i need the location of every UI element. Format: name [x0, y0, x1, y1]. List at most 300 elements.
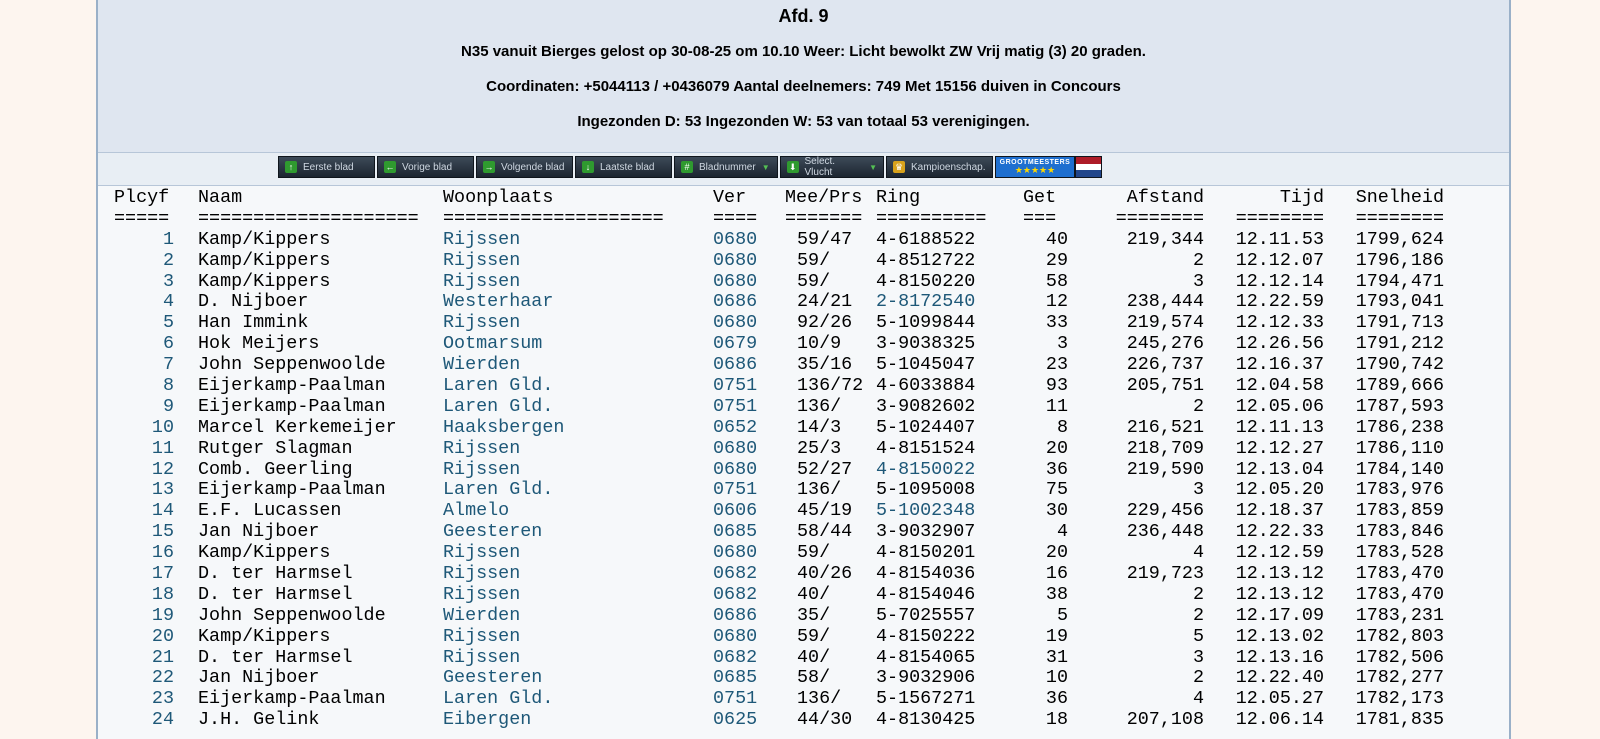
toolbar-button-volgende-blad[interactable]: [476, 156, 573, 178]
cell-plc: Plcyf: [114, 187, 170, 208]
cell-tijd: ========: [1235, 207, 1324, 229]
cell-ver[interactable]: 0686: [713, 291, 758, 313]
cell-snel: 1782,506: [1355, 646, 1444, 668]
dropdown-arrow-icon: ▼: [869, 162, 877, 172]
cell-get: 20: [1045, 542, 1068, 564]
cell-afs: ========: [1115, 207, 1204, 229]
cell-ver: Ver: [713, 187, 747, 208]
cell-tijd: 12.13.12: [1235, 563, 1324, 585]
cell-snel: 1787,593: [1355, 395, 1444, 417]
cell-tijd: 12.16.37: [1235, 354, 1324, 376]
cell-mee: 45/19: [797, 500, 853, 522]
cell-plc[interactable]: 16: [151, 542, 174, 564]
cell-plc[interactable]: 9: [162, 395, 174, 417]
cell-ring: 4-6188522: [876, 228, 976, 250]
cell-ring: 4-8154036: [876, 563, 976, 585]
cell-get: 19: [1045, 625, 1068, 647]
cell-tijd: 12.12.14: [1235, 270, 1324, 292]
cell-snel: 1783,470: [1355, 583, 1444, 605]
cell-wp[interactable]: Almelo: [443, 500, 510, 522]
cell-get: 75: [1045, 479, 1068, 501]
cell-ver[interactable]: 0682: [713, 583, 758, 605]
cell-ring: 3-9032906: [876, 667, 976, 689]
table-row: [114, 439, 1509, 460]
cell-naam: John Seppenwoolde: [198, 604, 386, 626]
cell-naam: Hok Meijers: [198, 333, 320, 355]
cell-snel: 1794,471: [1355, 270, 1444, 292]
cell-naam: Marcel Kerkemeijer: [198, 416, 397, 438]
cell-naam: Comb. Geerling: [198, 458, 353, 480]
cell-mee: 35/: [797, 604, 831, 626]
cell-snel: 1786,110: [1355, 437, 1444, 459]
cell-snel: 1791,713: [1355, 312, 1444, 334]
cell-plc[interactable]: 19: [151, 604, 174, 626]
cell-afs: 219,723: [1126, 563, 1204, 585]
cell-ver[interactable]: 0686: [713, 354, 758, 376]
cell-ver[interactable]: 0680: [713, 270, 758, 292]
cell-wp[interactable]: Rijssen: [443, 249, 521, 271]
cell-wp[interactable]: Rijssen: [443, 458, 521, 480]
cell-mee: 10/9: [797, 333, 842, 355]
cell-afs: 2: [1192, 667, 1204, 689]
cell-plc[interactable]: 10: [151, 416, 174, 438]
cell-afs: 2: [1192, 604, 1204, 626]
cell-wp: Woonplaats: [443, 187, 554, 208]
table-row: [114, 251, 1509, 272]
cell-mee: 40/: [797, 583, 831, 605]
cell-tijd: 12.11.13: [1235, 416, 1324, 438]
cell-plc[interactable]: 6: [162, 333, 174, 355]
cell-afs: 205,751: [1126, 375, 1204, 397]
cell-mee: 52/27: [797, 458, 853, 480]
cell-mee: 59/: [797, 249, 831, 271]
cell-wp[interactable]: Rijssen: [443, 270, 521, 292]
cell-mee: 58/44: [797, 521, 853, 543]
table-separator: [114, 209, 1509, 230]
cell-ver[interactable]: 0680: [713, 625, 758, 647]
cell-plc[interactable]: 11: [151, 437, 174, 459]
cell-ring[interactable]: 5-1002348: [876, 500, 976, 522]
cell-afs: 4: [1192, 688, 1204, 710]
toolbar-button-label: Laatste blad: [600, 161, 655, 173]
grootmeesters-label: GROOTMEESTERS: [999, 159, 1071, 166]
cell-snel: 1783,528: [1355, 542, 1444, 564]
cell-get: 40: [1045, 228, 1068, 250]
cell-afs: 218,709: [1126, 437, 1204, 459]
cell-ring: 5-1567271: [876, 688, 976, 710]
cell-plc[interactable]: 5: [162, 312, 174, 334]
cell-snel: 1783,859: [1355, 500, 1444, 522]
cell-tijd: 12.13.02: [1235, 625, 1324, 647]
table-row: [114, 648, 1509, 669]
cell-ring: 4-6033884: [876, 375, 976, 397]
cell-mee: 92/26: [797, 312, 853, 334]
table-row: [114, 543, 1509, 564]
table-row: [114, 292, 1509, 313]
cell-naam: Kamp/Kippers: [198, 542, 331, 564]
table-row: [114, 606, 1509, 627]
cell-naam: Kamp/Kippers: [198, 249, 331, 271]
cell-ring: ==========: [876, 207, 987, 229]
toolbar-button-laatste-blad[interactable]: [575, 156, 672, 178]
cell-ver[interactable]: 0751: [713, 479, 758, 501]
cell-get: 5: [1056, 604, 1068, 626]
cell-naam: Naam: [198, 187, 243, 208]
cell-get: 12: [1045, 291, 1068, 313]
cell-plc[interactable]: 15: [151, 521, 174, 543]
cell-snel: 1786,238: [1355, 416, 1444, 438]
cell-get: 36: [1045, 458, 1068, 480]
cell-naam: ====================: [198, 207, 419, 229]
cell-naam: Eijerkamp-Paalman: [198, 688, 386, 710]
cell-wp[interactable]: Rijssen: [443, 583, 521, 605]
cell-ring: 3-9032907: [876, 521, 976, 543]
table-row: [114, 355, 1509, 376]
cell-plc[interactable]: 20: [151, 625, 174, 647]
cell-get: 10: [1045, 667, 1068, 689]
cell-naam: Han Immink: [198, 312, 309, 334]
cell-plc[interactable]: 8: [162, 375, 174, 397]
cell-ring[interactable]: 4-8150022: [876, 458, 976, 480]
cell-naam: Kamp/Kippers: [198, 625, 331, 647]
cell-naam: Rutger Slagman: [198, 437, 353, 459]
cell-mee: 136/: [797, 395, 842, 417]
cell-naam: Jan Nijboer: [198, 667, 320, 689]
cell-naam: Eijerkamp-Paalman: [198, 375, 386, 397]
cell-naam: Eijerkamp-Paalman: [198, 395, 386, 417]
cell-snel: 1799,624: [1355, 228, 1444, 250]
cell-naam: Jan Nijboer: [198, 521, 320, 543]
table-row: [114, 627, 1509, 648]
toolbar-button-vorige-blad[interactable]: [377, 156, 474, 178]
cell-afs: 245,276: [1126, 333, 1204, 355]
cell-mee: 136/: [797, 479, 842, 501]
cell-snel: 1781,835: [1355, 709, 1444, 731]
cell-afs: 216,521: [1126, 416, 1204, 438]
cell-snel: 1783,231: [1355, 604, 1444, 626]
toolbar-button-select-vlucht[interactable]: [780, 156, 884, 178]
cell-naam: E.F. Lucassen: [198, 500, 342, 522]
cell-snel: 1783,976: [1355, 479, 1444, 501]
cell-get: 33: [1045, 312, 1068, 334]
cell-naam: Kamp/Kippers: [198, 228, 331, 250]
toolbar-button-label: Vorige blad: [402, 161, 453, 173]
table-row: [114, 397, 1509, 418]
submission-info: Ingezonden D: 53 Ingezonden W: 53 van totaal 53 verenigingen.: [577, 113, 1030, 130]
coordinates-info: Coordinaten: +5044113 / +0436079 Aantal deelnemers: 749 Met 15156 duiven in Concours: [486, 78, 1121, 95]
cell-ver[interactable]: 0682: [713, 563, 758, 585]
cell-afs: 4: [1192, 542, 1204, 564]
cell-plc[interactable]: 23: [151, 688, 174, 710]
cell-mee: =======: [785, 207, 863, 229]
toolbar-button-label: Eerste blad: [303, 161, 354, 173]
cell-wp[interactable]: Geesteren: [443, 521, 543, 543]
cell-afs: 229,456: [1126, 500, 1204, 522]
toolbar-button-label: Select. Vlucht: [804, 156, 836, 178]
cell-snel: 1791,212: [1355, 333, 1444, 355]
cell-get: 16: [1045, 563, 1068, 585]
cell-wp[interactable]: Wierden: [443, 604, 521, 626]
cell-naam: J.H. Gelink: [198, 709, 320, 731]
cell-ring: 4-8154046: [876, 583, 976, 605]
table-row: [114, 585, 1509, 606]
arrow-down-icon: ↓: [582, 161, 594, 173]
cell-get: 38: [1045, 583, 1068, 605]
cell-get: 4: [1056, 521, 1068, 543]
cell-wp[interactable]: Laren Gld.: [443, 688, 554, 710]
cell-wp[interactable]: Rijssen: [443, 563, 521, 585]
toolbar-button-label: Kampioenschap.: [911, 161, 986, 173]
cell-get: 31: [1045, 646, 1068, 668]
toolbar-button-bladnummer[interactable]: [674, 156, 778, 178]
cell-ver[interactable]: 0679: [713, 333, 758, 355]
table-row: [114, 313, 1509, 334]
cell-wp[interactable]: Laren Gld.: [443, 395, 554, 417]
cell-wp[interactable]: Rijssen: [443, 312, 521, 334]
cell-tijd: 12.11.53: [1235, 228, 1324, 250]
cell-afs: 3: [1192, 270, 1204, 292]
cell-snel: 1783,470: [1355, 563, 1444, 585]
cell-tijd: 12.22.59: [1235, 291, 1324, 313]
cell-tijd: 12.22.40: [1235, 667, 1324, 689]
cell-wp[interactable]: Wierden: [443, 354, 521, 376]
cell-snel: Snelheid: [1355, 187, 1444, 208]
cell-tijd: 12.12.59: [1235, 542, 1324, 564]
cell-mee: 58/: [797, 667, 831, 689]
cell-tijd: 12.04.58: [1235, 375, 1324, 397]
cell-tijd: 12.18.37: [1235, 500, 1324, 522]
cell-ver[interactable]: 0652: [713, 416, 758, 438]
cell-snel: 1789,666: [1355, 375, 1444, 397]
cell-wp[interactable]: Haaksbergen: [443, 416, 565, 438]
cell-plc[interactable]: 1: [162, 228, 174, 250]
cell-snel: 1790,742: [1355, 354, 1444, 376]
cell-ring[interactable]: 2-8172540: [876, 291, 976, 313]
cell-get: 3: [1056, 333, 1068, 355]
table-header: [114, 188, 1509, 209]
toolbar-button-kampioenschap[interactable]: [886, 156, 993, 178]
grootmeesters-banner[interactable]: [995, 156, 1075, 178]
cell-plc[interactable]: 22: [151, 667, 174, 689]
cell-plc[interactable]: 18: [151, 583, 174, 605]
cell-wp[interactable]: Geesteren: [443, 667, 543, 689]
table-row: [114, 376, 1509, 397]
cell-mee: Mee/Prs: [785, 187, 863, 208]
cell-ring: 4-8150201: [876, 542, 976, 564]
cell-tijd: 12.12.33: [1235, 312, 1324, 334]
cell-afs: 219,344: [1126, 228, 1204, 250]
cell-tijd: 12.13.04: [1235, 458, 1324, 480]
cell-ver[interactable]: 0680: [713, 458, 758, 480]
table-row: [114, 230, 1509, 251]
cell-wp[interactable]: Ootmarsum: [443, 333, 543, 355]
dutch-flag-icon[interactable]: [1075, 156, 1102, 178]
cell-tijd: 12.12.27: [1235, 437, 1324, 459]
cell-wp[interactable]: Westerhaar: [443, 291, 554, 313]
cell-snel: ========: [1355, 207, 1444, 229]
cell-mee: 24/21: [797, 291, 853, 313]
cell-tijd: 12.06.14: [1235, 709, 1324, 731]
table-row: [114, 418, 1509, 439]
cell-ring: 5-1045047: [876, 354, 976, 376]
table-row: [114, 460, 1509, 481]
cell-ver[interactable]: 0685: [713, 521, 758, 543]
cell-plc[interactable]: 21: [151, 646, 174, 668]
cell-ver[interactable]: 0680: [713, 249, 758, 271]
cell-ring: 4-8130425: [876, 709, 976, 731]
cell-snel: 1784,140: [1355, 458, 1444, 480]
cell-ver[interactable]: 0680: [713, 437, 758, 459]
cell-get: 36: [1045, 688, 1068, 710]
cell-mee: 59/: [797, 270, 831, 292]
cell-ver[interactable]: 0751: [713, 688, 758, 710]
cell-afs: 5: [1192, 625, 1204, 647]
cell-ring: 5-1095008: [876, 479, 976, 501]
cell-tijd: 12.22.33: [1235, 521, 1324, 543]
page-icon: #: [681, 161, 693, 173]
cell-get: 29: [1045, 249, 1068, 271]
table-row: [114, 522, 1509, 543]
cell-ring: 4-8512722: [876, 249, 976, 271]
cell-wp[interactable]: Laren Gld.: [443, 375, 554, 397]
table-row: [114, 710, 1509, 731]
cell-ring: 5-1024407: [876, 416, 976, 438]
cell-naam: D. ter Harmsel: [198, 646, 353, 668]
table-row: [114, 689, 1509, 710]
cell-naam: D. Nijboer: [198, 291, 309, 313]
cell-ver[interactable]: 0680: [713, 228, 758, 250]
cell-afs: 3: [1192, 646, 1204, 668]
cell-afs: 207,108: [1126, 709, 1204, 731]
cell-snel: 1782,803: [1355, 625, 1444, 647]
cell-ver[interactable]: 0680: [713, 542, 758, 564]
cell-naam: D. ter Harmsel: [198, 583, 353, 605]
cell-mee: 59/: [797, 542, 831, 564]
cell-ver: ====: [713, 207, 758, 229]
cell-wp[interactable]: Rijssen: [443, 542, 521, 564]
cell-wp[interactable]: Rijssen: [443, 625, 521, 647]
cell-ver[interactable]: 0606: [713, 500, 758, 522]
cell-afs: 2: [1192, 249, 1204, 271]
cell-ver[interactable]: 0751: [713, 395, 758, 417]
results-frame: [96, 0, 1511, 739]
cell-ring: 4-8150220: [876, 270, 976, 292]
toolbar-button-eerste-blad[interactable]: [278, 156, 375, 178]
cell-plc: =====: [114, 207, 170, 229]
cell-plc[interactable]: 13: [151, 479, 174, 501]
cell-mee: 14/3: [797, 416, 842, 438]
cell-ver[interactable]: 0686: [713, 604, 758, 626]
cell-mee: 40/26: [797, 563, 853, 585]
cell-ring: 4-8151524: [876, 437, 976, 459]
cell-plc[interactable]: 4: [162, 291, 174, 313]
cell-wp[interactable]: Rijssen: [443, 228, 521, 250]
table-row: [114, 480, 1509, 501]
cell-wp[interactable]: Rijssen: [443, 646, 521, 668]
cell-plc[interactable]: 17: [151, 563, 174, 585]
cell-wp[interactable]: Eibergen: [443, 709, 532, 731]
cell-plc[interactable]: 24: [151, 709, 174, 731]
navigation-toolbar: [98, 153, 1509, 186]
cell-afs: 236,448: [1126, 521, 1204, 543]
cell-get: Get: [1023, 187, 1057, 208]
cell-get: 8: [1056, 416, 1068, 438]
stars-icon: ★★★★★: [1014, 165, 1056, 175]
cell-ver[interactable]: 0751: [713, 375, 758, 397]
table-row: [114, 501, 1509, 522]
cell-plc[interactable]: 12: [151, 458, 174, 480]
cell-mee: 25/3: [797, 437, 842, 459]
cell-afs: 2: [1192, 583, 1204, 605]
cell-ver[interactable]: 0680: [713, 312, 758, 334]
cell-tijd: 12.26.56: [1235, 333, 1324, 355]
cell-get: 58: [1045, 270, 1068, 292]
cell-plc[interactable]: 2: [162, 249, 174, 271]
crown-icon: ♛: [894, 161, 904, 172]
cell-ring: 5-7025557: [876, 604, 976, 626]
cell-ver[interactable]: 0625: [713, 709, 758, 731]
cell-ver[interactable]: 0682: [713, 646, 758, 668]
cell-afs: 3: [1192, 479, 1204, 501]
cell-mee: 40/: [797, 646, 831, 668]
cell-afs: 219,590: [1126, 458, 1204, 480]
cell-plc[interactable]: 3: [162, 270, 174, 292]
table-row: [114, 334, 1509, 355]
cell-plc[interactable]: 7: [162, 354, 174, 376]
cell-afs: 226,737: [1126, 354, 1204, 376]
cell-get: 11: [1045, 395, 1068, 417]
cell-afs: 2: [1192, 395, 1204, 417]
cell-wp: ====================: [443, 207, 664, 229]
cell-tijd: 12.05.27: [1235, 688, 1324, 710]
cell-tijd: 12.05.06: [1235, 395, 1324, 417]
cell-mee: 35/16: [797, 354, 853, 376]
toolbar-button-label: Volgende blad: [501, 161, 565, 173]
cell-ring: 3-9082602: [876, 395, 976, 417]
cell-ver[interactable]: 0685: [713, 667, 758, 689]
cell-afs: 219,574: [1126, 312, 1204, 334]
cell-get: 93: [1045, 375, 1068, 397]
cell-tijd: 12.17.09: [1235, 604, 1324, 626]
cell-tijd: 12.13.12: [1235, 583, 1324, 605]
cell-wp[interactable]: Rijssen: [443, 437, 521, 459]
cell-tijd: 12.05.20: [1235, 479, 1324, 501]
cell-ring: 3-9038325: [876, 333, 976, 355]
cell-naam: Kamp/Kippers: [198, 270, 331, 292]
cell-mee: 59/: [797, 625, 831, 647]
cell-mee: 59/47: [797, 228, 853, 250]
cell-get: 23: [1045, 354, 1068, 376]
cell-plc[interactable]: 14: [151, 500, 174, 522]
table-row: [114, 272, 1509, 293]
cell-snel: 1793,041: [1355, 291, 1444, 313]
cell-naam: John Seppenwoolde: [198, 354, 386, 376]
cell-ring: Ring: [876, 187, 921, 208]
cell-snel: 1783,846: [1355, 521, 1444, 543]
cell-ring: 4-8150222: [876, 625, 976, 647]
cell-snel: 1796,186: [1355, 249, 1444, 271]
cell-afs: 238,444: [1126, 291, 1204, 313]
cell-get: 20: [1045, 437, 1068, 459]
cell-wp[interactable]: Laren Gld.: [443, 479, 554, 501]
cell-mee: 136/: [797, 688, 842, 710]
cell-naam: Eijerkamp-Paalman: [198, 479, 386, 501]
cell-ring: 4-8154065: [876, 646, 976, 668]
cell-get: ===: [1023, 207, 1057, 229]
cell-get: 18: [1045, 709, 1068, 731]
race-header: [98, 0, 1509, 153]
cell-ring: 5-1099844: [876, 312, 976, 334]
